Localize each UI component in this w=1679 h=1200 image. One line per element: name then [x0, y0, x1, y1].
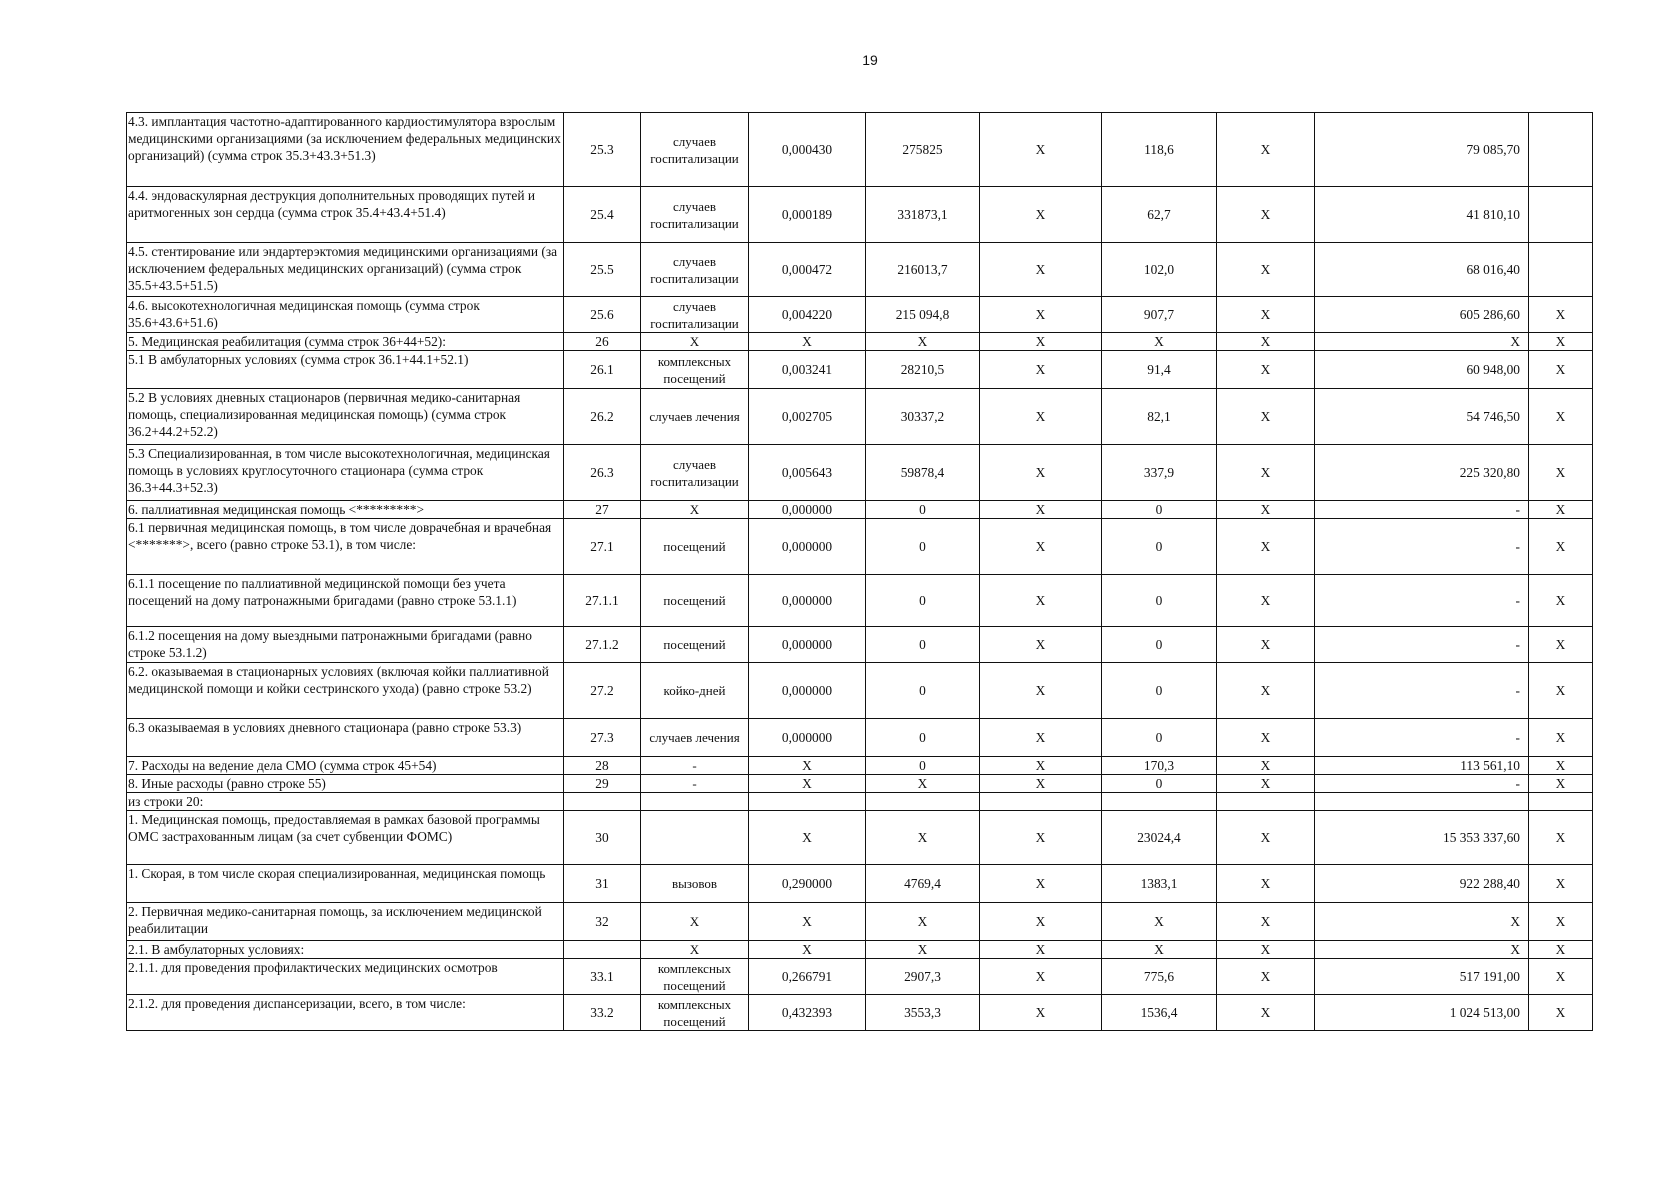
cell-c10: [1529, 243, 1593, 297]
cell-c6: X: [980, 113, 1102, 187]
cell-unit: случаев госпитализации: [641, 445, 749, 501]
cell-c6: X: [980, 775, 1102, 793]
cell-c10: X: [1529, 775, 1593, 793]
table-row: [127, 297, 1593, 333]
cell-unit: комплексных посещений: [641, 995, 749, 1031]
cell-cost: 2907,3: [866, 959, 980, 995]
cell-c6: X: [980, 941, 1102, 959]
cell-c6: X: [980, 959, 1102, 995]
cell-code: 32: [564, 903, 641, 941]
cell-c10: [1529, 793, 1593, 811]
cell-c6: X: [980, 187, 1102, 243]
cell-c10: X: [1529, 811, 1593, 865]
cell-c9: 60 948,00: [1315, 351, 1529, 389]
table-row: [127, 519, 1593, 575]
cell-c7: 1383,1: [1102, 865, 1217, 903]
cell-c10: X: [1529, 757, 1593, 775]
cell-c8: X: [1217, 865, 1315, 903]
cell-name: 2.1.2. для проведения диспансеризации, всего, в том числе:: [127, 995, 564, 1031]
table-row: [127, 351, 1593, 389]
cell-name: 5.1 В амбулаторных условиях (сумма строк 36.1+44.1+52.1): [127, 351, 564, 389]
cell-cost: 59878,4: [866, 445, 980, 501]
table-row: [127, 775, 1593, 793]
cell-c7: 907,7: [1102, 297, 1217, 333]
cell-c9: -: [1315, 627, 1529, 663]
cell-c10: X: [1529, 501, 1593, 519]
cell-c6: X: [980, 389, 1102, 445]
cell-c9: -: [1315, 719, 1529, 757]
cell-norm: 0,003241: [749, 351, 866, 389]
cell-cost: 28210,5: [866, 351, 980, 389]
cell-c8: X: [1217, 627, 1315, 663]
cell-c7: 118,6: [1102, 113, 1217, 187]
cell-c8: X: [1217, 995, 1315, 1031]
cell-c7: 0: [1102, 501, 1217, 519]
cell-c9: -: [1315, 663, 1529, 719]
table-row: [127, 187, 1593, 243]
cell-unit: X: [641, 903, 749, 941]
cell-code: [564, 941, 641, 959]
cell-unit: [641, 793, 749, 811]
cell-norm: 0,000430: [749, 113, 866, 187]
cell-c6: [980, 793, 1102, 811]
table-row: [127, 995, 1593, 1031]
cell-cost: X: [866, 775, 980, 793]
cell-cost: X: [866, 811, 980, 865]
cell-c7: X: [1102, 333, 1217, 351]
table-row: [127, 941, 1593, 959]
cell-c7: [1102, 793, 1217, 811]
cell-c10: X: [1529, 903, 1593, 941]
cell-c9: 79 085,70: [1315, 113, 1529, 187]
cell-cost: [866, 793, 980, 811]
cell-c9: X: [1315, 903, 1529, 941]
cell-name: 6. паллиативная медицинская помощь <*********>: [127, 501, 564, 519]
cell-unit: X: [641, 941, 749, 959]
cell-c9: X: [1315, 333, 1529, 351]
cell-c7: 775,6: [1102, 959, 1217, 995]
cell-unit: случаев госпитализации: [641, 113, 749, 187]
cell-name: 4.5. стентирование или эндартерэктомия медицинскими организациями (за исключением федеральных медицинских организаций) (сумма строк 35.5+43.5+51.5): [127, 243, 564, 297]
cell-code: 27.1.1: [564, 575, 641, 627]
cell-c9: 605 286,60: [1315, 297, 1529, 333]
cell-c8: X: [1217, 811, 1315, 865]
cell-c9: -: [1315, 501, 1529, 519]
cell-unit: случаев лечения: [641, 719, 749, 757]
cell-name: 6.2. оказываемая в стационарных условиях (включая койки паллиативной медицинской помощи и койки сестринского ухода) (равно строке 53.2): [127, 663, 564, 719]
cell-c10: X: [1529, 627, 1593, 663]
table-row: [127, 575, 1593, 627]
cell-c7: 337,9: [1102, 445, 1217, 501]
cell-unit: случаев госпитализации: [641, 243, 749, 297]
cell-c8: X: [1217, 775, 1315, 793]
cell-unit: случаев госпитализации: [641, 187, 749, 243]
cell-c8: X: [1217, 351, 1315, 389]
cell-name: 8. Иные расходы (равно строке 55): [127, 775, 564, 793]
cell-c9: 68 016,40: [1315, 243, 1529, 297]
cell-c9: 54 746,50: [1315, 389, 1529, 445]
cell-unit: случаев госпитализации: [641, 297, 749, 333]
cell-c7: 82,1: [1102, 389, 1217, 445]
cell-c7: 102,0: [1102, 243, 1217, 297]
cell-norm: X: [749, 941, 866, 959]
cell-c7: 62,7: [1102, 187, 1217, 243]
cell-cost: 30337,2: [866, 389, 980, 445]
table-row: [127, 243, 1593, 297]
cell-norm: 0,000000: [749, 501, 866, 519]
cell-c6: X: [980, 663, 1102, 719]
cell-c8: X: [1217, 389, 1315, 445]
cell-code: 27.1.2: [564, 627, 641, 663]
cell-name: 2.1.1. для проведения профилактических медицинских осмотров: [127, 959, 564, 995]
cell-c10: [1529, 113, 1593, 187]
cell-code: 27.1: [564, 519, 641, 575]
cell-cost: 0: [866, 519, 980, 575]
cell-c10: X: [1529, 941, 1593, 959]
cell-c7: 0: [1102, 663, 1217, 719]
cell-code: 26.2: [564, 389, 641, 445]
cell-norm: X: [749, 903, 866, 941]
cell-norm: X: [749, 757, 866, 775]
cell-c8: X: [1217, 663, 1315, 719]
cell-c10: X: [1529, 719, 1593, 757]
cell-code: 25.5: [564, 243, 641, 297]
cell-code: 25.4: [564, 187, 641, 243]
cell-c7: 91,4: [1102, 351, 1217, 389]
cell-name: 7. Расходы на ведение дела СМО (сумма строк 45+54): [127, 757, 564, 775]
cell-norm: 0,000000: [749, 627, 866, 663]
cell-c6: X: [980, 811, 1102, 865]
cell-code: 27.2: [564, 663, 641, 719]
cell-c7: 0: [1102, 719, 1217, 757]
table-row: [127, 903, 1593, 941]
cell-code: 26.3: [564, 445, 641, 501]
cell-unit: X: [641, 501, 749, 519]
table-row: [127, 719, 1593, 757]
table-row: [127, 959, 1593, 995]
cell-norm: 0,002705: [749, 389, 866, 445]
cell-c7: 23024,4: [1102, 811, 1217, 865]
cell-c9: -: [1315, 519, 1529, 575]
cell-c9: -: [1315, 575, 1529, 627]
cell-c6: X: [980, 519, 1102, 575]
cell-c10: X: [1529, 519, 1593, 575]
cell-code: 33.2: [564, 995, 641, 1031]
cell-code: 25.6: [564, 297, 641, 333]
cell-unit: комплексных посещений: [641, 959, 749, 995]
cell-cost: X: [866, 941, 980, 959]
cell-name: 5. Медицинская реабилитация (сумма строк 36+44+52):: [127, 333, 564, 351]
cell-cost: 216013,7: [866, 243, 980, 297]
cell-cost: 0: [866, 627, 980, 663]
cell-name: 4.3. имплантация частотно-адаптированного кардиостимулятора взрослым медицинскими организациями (за исключением федеральных медицинских организаций) (сумма строк 35.3+43.3+51.3): [127, 113, 564, 187]
cell-c9: 517 191,00: [1315, 959, 1529, 995]
cell-c7: 0: [1102, 519, 1217, 575]
cell-norm: 0,000189: [749, 187, 866, 243]
cell-name: из строки 20:: [127, 793, 564, 811]
cell-c8: X: [1217, 243, 1315, 297]
cell-c10: [1529, 187, 1593, 243]
cell-c8: X: [1217, 501, 1315, 519]
cell-c8: X: [1217, 187, 1315, 243]
cell-norm: 0,266791: [749, 959, 866, 995]
cell-c8: X: [1217, 959, 1315, 995]
cell-name: 1. Медицинская помощь, предоставляемая в рамках базовой программы ОМС застрахованным лицам (за счет субвенции ФОМС): [127, 811, 564, 865]
cell-norm: [749, 793, 866, 811]
cell-code: [564, 793, 641, 811]
cell-c6: X: [980, 719, 1102, 757]
cell-c8: X: [1217, 719, 1315, 757]
cell-norm: 0,004220: [749, 297, 866, 333]
cell-name: 1. Скорая, в том числе скорая специализированная, медицинская помощь: [127, 865, 564, 903]
cell-c7: X: [1102, 941, 1217, 959]
table-row: [127, 627, 1593, 663]
table-row: [127, 663, 1593, 719]
cell-c8: X: [1217, 445, 1315, 501]
cell-cost: 331873,1: [866, 187, 980, 243]
cell-c6: X: [980, 297, 1102, 333]
cell-cost: X: [866, 903, 980, 941]
table-row: [127, 793, 1593, 811]
table-row: [127, 865, 1593, 903]
cell-unit: -: [641, 757, 749, 775]
cell-unit: [641, 811, 749, 865]
cell-c9: 225 320,80: [1315, 445, 1529, 501]
cell-c9: 922 288,40: [1315, 865, 1529, 903]
cell-c8: X: [1217, 333, 1315, 351]
cell-code: 25.3: [564, 113, 641, 187]
cell-c10: X: [1529, 959, 1593, 995]
cell-name: 4.4. эндоваскулярная деструкция дополнительных проводящих путей и аритмогенных зон сердца (сумма строк 35.4+43.4+51.4): [127, 187, 564, 243]
cell-unit: X: [641, 333, 749, 351]
cell-cost: 0: [866, 575, 980, 627]
cell-norm: 0,000000: [749, 575, 866, 627]
cell-c8: X: [1217, 297, 1315, 333]
cell-name: 2.1. В амбулаторных условиях:: [127, 941, 564, 959]
cell-c9: 1 024 513,00: [1315, 995, 1529, 1031]
cell-c6: X: [980, 865, 1102, 903]
cell-c6: X: [980, 501, 1102, 519]
cell-c6: X: [980, 243, 1102, 297]
cell-norm: 0,005643: [749, 445, 866, 501]
cell-c10: X: [1529, 865, 1593, 903]
cell-code: 26: [564, 333, 641, 351]
cell-cost: 0: [866, 719, 980, 757]
finance-table-wrap: [126, 112, 1593, 1031]
cell-norm: 0,290000: [749, 865, 866, 903]
cell-name: 5.2 В условиях дневных стационаров (первичная медико-санитарная помощь, специализированная медицинская помощь) (сумма строк 36.2+44.2+52.2): [127, 389, 564, 445]
cell-cost: 215 094,8: [866, 297, 980, 333]
cell-c7: 1536,4: [1102, 995, 1217, 1031]
cell-name: 6.3 оказываемая в условиях дневного стационара (равно строке 53.3): [127, 719, 564, 757]
cell-unit: посещений: [641, 575, 749, 627]
table-row: [127, 445, 1593, 501]
table-row: [127, 333, 1593, 351]
cell-code: 26.1: [564, 351, 641, 389]
page-number: 19: [862, 52, 878, 68]
cell-unit: случаев лечения: [641, 389, 749, 445]
cell-c10: X: [1529, 297, 1593, 333]
cell-code: 29: [564, 775, 641, 793]
cell-c8: X: [1217, 113, 1315, 187]
cell-code: 27: [564, 501, 641, 519]
cell-name: 6.1.1 посещение по паллиативной медицинской помощи без учета посещений на дому патронажными бригадами (равно строке 53.1.1): [127, 575, 564, 627]
cell-norm: 0,000472: [749, 243, 866, 297]
cell-unit: посещений: [641, 627, 749, 663]
cell-cost: 0: [866, 757, 980, 775]
cell-unit: вызовов: [641, 865, 749, 903]
cell-c7: 0: [1102, 775, 1217, 793]
cell-c7: 170,3: [1102, 757, 1217, 775]
cell-c6: X: [980, 575, 1102, 627]
cell-cost: 275825: [866, 113, 980, 187]
cell-c8: [1217, 793, 1315, 811]
cell-c9: 113 561,10: [1315, 757, 1529, 775]
cell-c9: 41 810,10: [1315, 187, 1529, 243]
cell-code: 27.3: [564, 719, 641, 757]
table-row: [127, 113, 1593, 187]
cell-norm: 0,000000: [749, 663, 866, 719]
cell-cost: 0: [866, 663, 980, 719]
cell-name: 2. Первичная медико-санитарная помощь, за исключением медицинской реабилитации: [127, 903, 564, 941]
cell-cost: X: [866, 333, 980, 351]
cell-code: 28: [564, 757, 641, 775]
cell-c6: X: [980, 757, 1102, 775]
cell-c8: X: [1217, 575, 1315, 627]
cell-c9: [1315, 793, 1529, 811]
cell-c7: 0: [1102, 627, 1217, 663]
cell-c6: X: [980, 627, 1102, 663]
cell-name: 6.1.2 посещения на дому выездными патронажными бригадами (равно строке 53.1.2): [127, 627, 564, 663]
cell-c6: X: [980, 351, 1102, 389]
cell-unit: посещений: [641, 519, 749, 575]
cell-c10: X: [1529, 333, 1593, 351]
table-row: [127, 389, 1593, 445]
cell-c10: X: [1529, 351, 1593, 389]
cell-c8: X: [1217, 941, 1315, 959]
cell-c9: -: [1315, 775, 1529, 793]
finance-table: [126, 112, 1593, 1031]
cell-c8: X: [1217, 519, 1315, 575]
cell-c6: X: [980, 995, 1102, 1031]
table-row: [127, 501, 1593, 519]
cell-norm: 0,432393: [749, 995, 866, 1031]
cell-cost: 0: [866, 501, 980, 519]
cell-c7: X: [1102, 903, 1217, 941]
cell-norm: X: [749, 775, 866, 793]
cell-c10: X: [1529, 575, 1593, 627]
cell-code: 30: [564, 811, 641, 865]
cell-c10: X: [1529, 389, 1593, 445]
cell-unit: койко-дней: [641, 663, 749, 719]
cell-norm: X: [749, 333, 866, 351]
cell-name: 4.6. высокотехнологичная медицинская помощь (сумма строк 35.6+43.6+51.6): [127, 297, 564, 333]
cell-c10: X: [1529, 663, 1593, 719]
cell-c10: X: [1529, 995, 1593, 1031]
cell-c10: X: [1529, 445, 1593, 501]
cell-code: 31: [564, 865, 641, 903]
cell-name: 6.1 первичная медицинская помощь, в том числе доврачебная и врачебная <*******>, всего (равно строке 53.1), в том числе:: [127, 519, 564, 575]
cell-c9: 15 353 337,60: [1315, 811, 1529, 865]
cell-c8: X: [1217, 757, 1315, 775]
cell-name: 5.3 Специализированная, в том числе высокотехнологичная, медицинская помощь в условиях круглосуточного стационара (сумма строк 36.3+44.3+52.3): [127, 445, 564, 501]
cell-unit: комплексных посещений: [641, 351, 749, 389]
cell-code: 33.1: [564, 959, 641, 995]
cell-c6: X: [980, 333, 1102, 351]
cell-norm: 0,000000: [749, 519, 866, 575]
table-row: [127, 811, 1593, 865]
cell-c8: X: [1217, 903, 1315, 941]
cell-c9: X: [1315, 941, 1529, 959]
table-body: [127, 113, 1593, 1031]
cell-cost: 4769,4: [866, 865, 980, 903]
table-row: [127, 757, 1593, 775]
cell-c6: X: [980, 903, 1102, 941]
cell-norm: 0,000000: [749, 719, 866, 757]
cell-c6: X: [980, 445, 1102, 501]
cell-c7: 0: [1102, 575, 1217, 627]
cell-norm: X: [749, 811, 866, 865]
cell-unit: -: [641, 775, 749, 793]
cell-cost: 3553,3: [866, 995, 980, 1031]
